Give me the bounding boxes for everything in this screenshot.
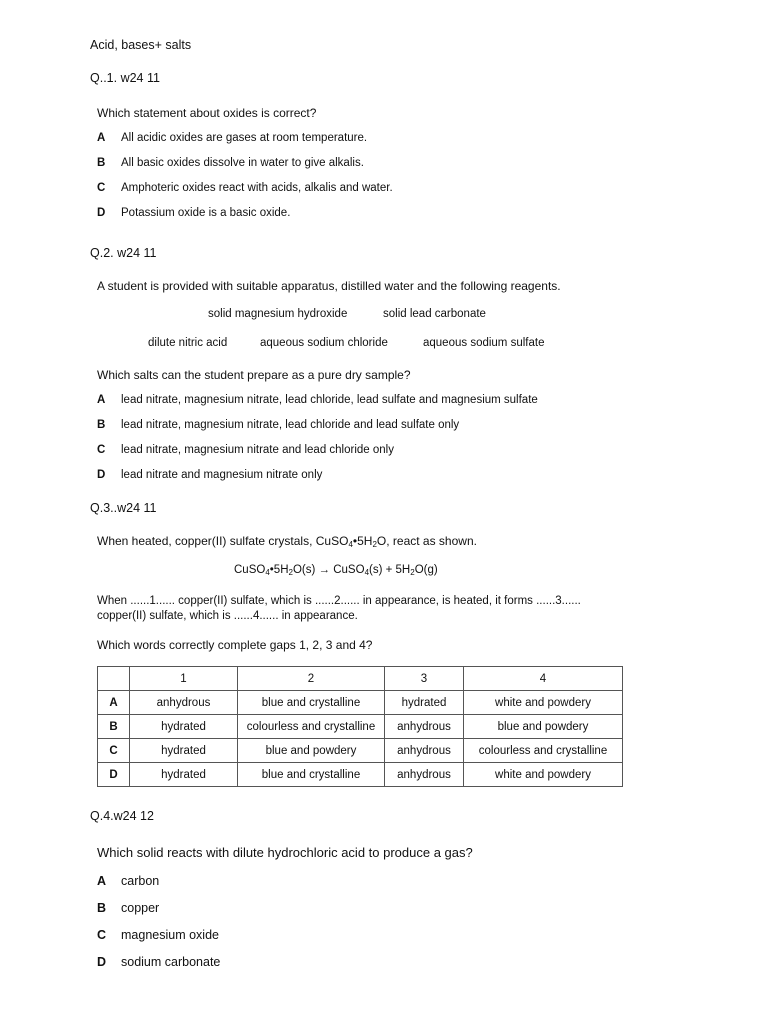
table-header-row [98,667,623,691]
question-4-option-b[interactable]: B copper [97,901,160,915]
question-1-option-a[interactable]: A All acidic oxides are gases at room temperature. [97,132,368,144]
table-cell: anhydrous [385,715,464,739]
table-cell: colourless and crystalline [464,739,623,763]
question-1-label: Q..1. w24 11 [90,71,160,85]
table-cell: blue and crystalline [238,691,385,715]
answer-table [97,666,623,787]
question-2-stem: A student is provided with suitable apparatus, distilled water and the following reagents. [97,279,561,293]
question-3-prompt: Which words correctly complete gaps 1, 2, 3 and 4? [97,638,373,652]
question-4-option-a[interactable]: A carbon [97,874,160,888]
table-cell: anhydrous [130,691,238,715]
question-1-option-d[interactable]: D Potassium oxide is a basic oxide. [97,207,291,219]
table-cell: D [98,763,130,787]
table-row[interactable] [98,715,623,739]
reagent-magnesium-hydroxide: solid magnesium hydroxide [208,308,348,320]
reagent-sodium-sulfate: aqueous sodium sulfate [423,337,545,349]
question-1-stem: Which statement about oxides is correct? [97,106,317,120]
question-2-option-c[interactable]: C lead nitrate, magnesium nitrate and lead chloride only [97,444,394,456]
table-cell: hydrated [130,763,238,787]
question-2-label: Q.2. w24 11 [90,246,157,260]
reagent-lead-carbonate: solid lead carbonate [383,308,486,320]
table-cell: A [98,691,130,715]
table-row[interactable] [98,739,623,763]
document-title: Acid, bases+ salts [90,38,192,52]
table-cell: B [98,715,130,739]
table-cell: blue and powdery [238,739,385,763]
question-3-stem: When heated, copper(II) sulfate crystals, $CuSO_4•5H_2O$, react as shown. [97,534,477,549]
table-header-cell: 4 [464,667,623,691]
table-header-cell: 1 [130,667,238,691]
table-cell: hydrated [130,739,238,763]
table-cell: hydrated [130,715,238,739]
question-2-option-b[interactable]: B lead nitrate, magnesium nitrate, lead chloride and lead sulfate only [97,419,460,431]
question-2-option-d[interactable]: D lead nitrate and magnesium nitrate only [97,469,323,481]
question-2-option-a[interactable]: A lead nitrate, magnesium nitrate, lead chloride, lead sulfate and magnesium sulfate [97,394,538,406]
question-4-option-d[interactable]: D sodium carbonate [97,955,221,969]
table-cell: hydrated [385,691,464,715]
gap-sentence-line-1: When ......1...... copper(II) sulfate, which is ......2...... in appearance, is heated, it forms ......3...... [97,595,581,607]
reaction-equation: $CuSO_4•5H_2O(s)$ → CuSO$_4$(s) + $5H_2O(g)$ [234,564,438,577]
table-cell: white and powdery [464,691,623,715]
arrow-icon: → [318,564,331,576]
table-header-cell: 3 [385,667,464,691]
table-cell: white and powdery [464,763,623,787]
table-cell: C [98,739,130,763]
table-header-cell [98,667,130,691]
table-row[interactable] [98,763,623,787]
reagent-nitric-acid: dilute nitric acid [148,337,228,349]
question-2-prompt: Which salts can the student prepare as a pure dry sample? [97,368,411,382]
question-3-label: Q.3..w24 11 [90,501,157,515]
question-4-option-c[interactable]: C magnesium oxide [97,928,219,942]
table-cell: colourless and crystalline [238,715,385,739]
question-4-stem: Which solid reacts with dilute hydrochloric acid to produce a gas? [97,845,473,860]
table-cell: blue and powdery [464,715,623,739]
table-header-cell: 2 [238,667,385,691]
table-cell: anhydrous [385,763,464,787]
question-4-label: Q.4.w24 12 [90,809,154,823]
table-cell: blue and crystalline [238,763,385,787]
reagent-sodium-chloride: aqueous sodium chloride [260,337,388,349]
question-1-option-b[interactable]: B All basic oxides dissolve in water to give alkalis. [97,157,364,169]
gap-sentence-line-2: copper(II) sulfate, which is ......4...... in appearance. [97,610,358,622]
table-row[interactable] [98,691,623,715]
table-cell: anhydrous [385,739,464,763]
question-1-option-c[interactable]: C Amphoteric oxides react with acids, alkalis and water. [97,182,393,194]
